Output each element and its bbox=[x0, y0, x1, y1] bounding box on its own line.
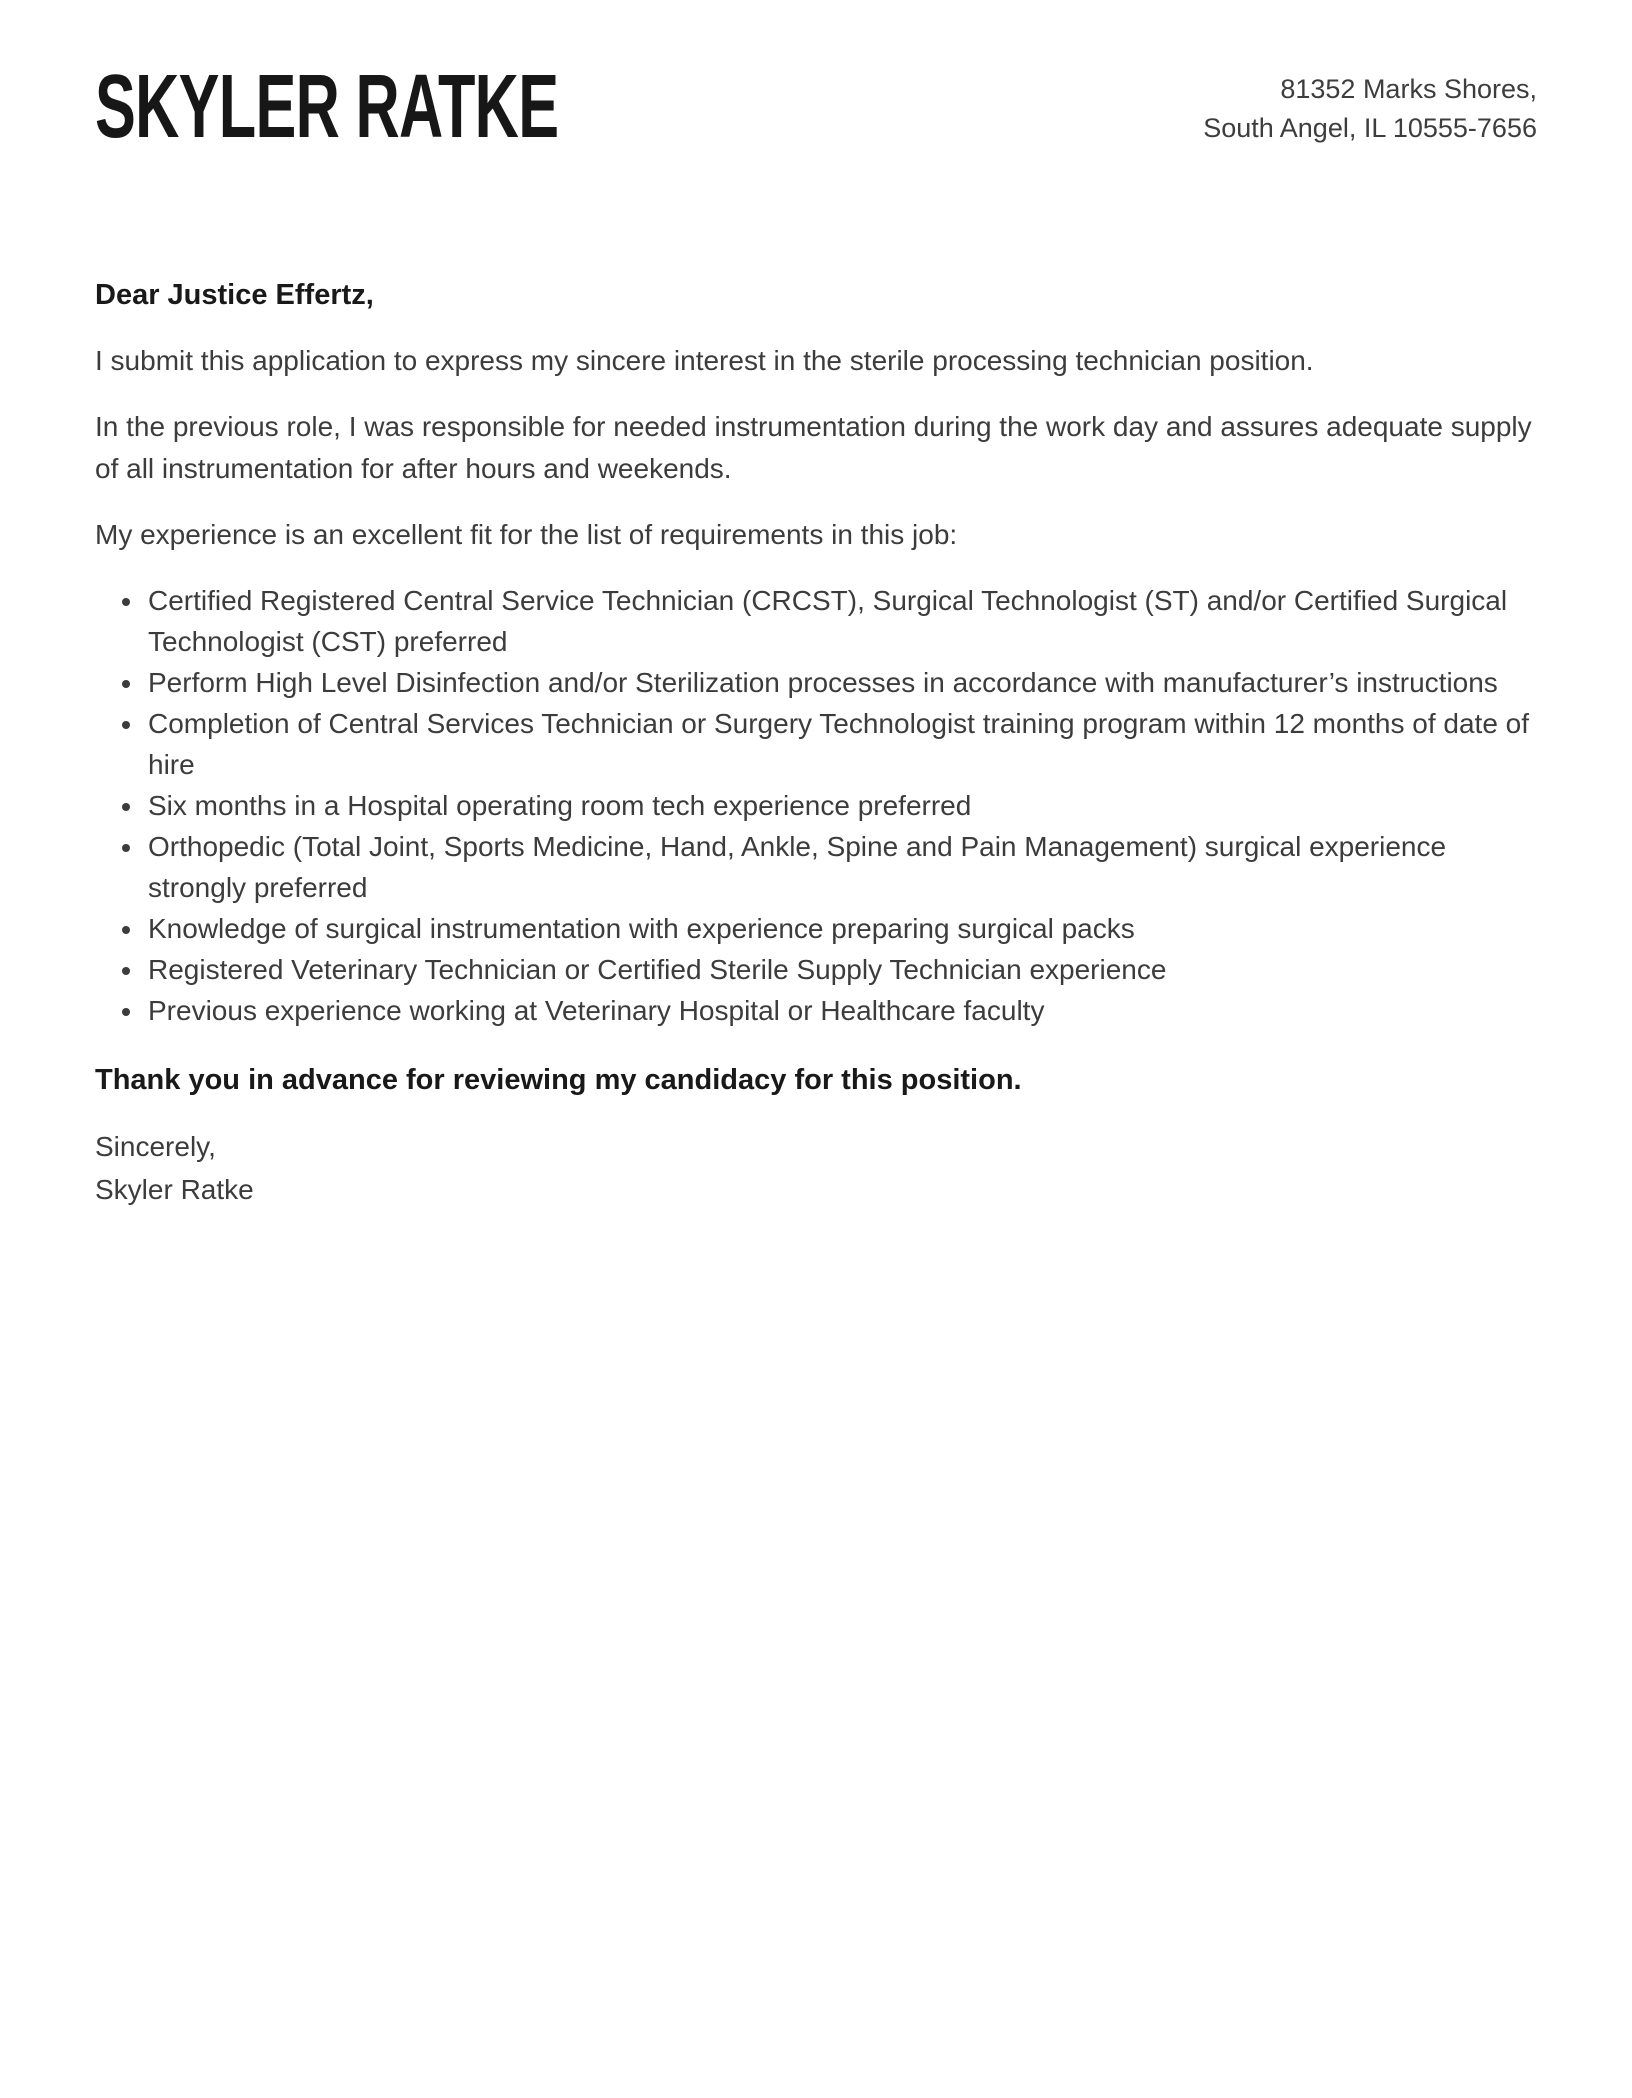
requirements-lead-in: My experience is an excellent fit for the list of requirements in this job: bbox=[95, 519, 958, 550]
requirements-list bbox=[95, 580, 1537, 1031]
signoff-block bbox=[95, 1125, 1537, 1211]
requirement-item: • Six months in a Hospital operating room tech experience preferred bbox=[145, 785, 1537, 826]
requirement-item: • Previous experience working at Veterinary Hospital or Healthcare faculty bbox=[145, 990, 1537, 1031]
letter-body bbox=[95, 274, 1537, 1211]
requirement-item: • Perform High Level Disinfection and/or Sterilization processes in accordance with manufacturer’s instructions bbox=[145, 662, 1537, 703]
intro-paragraph: I submit this application to express my sincere interest in the sterile processing technician position. bbox=[95, 345, 1314, 376]
requirement-item: • Knowledge of surgical instrumentation with experience preparing surgical packs bbox=[145, 908, 1537, 949]
experience-paragraph: In the previous role, I was responsible for needed instrumentation during the work day and assures adequate supply of all instrumentation for after hours and weekends. bbox=[95, 411, 1532, 484]
greeting: Dear Justice Effertz, bbox=[95, 279, 374, 311]
address-line-2: South Angel, IL 10555-7656 bbox=[1203, 113, 1537, 143]
applicant-name: SKYLER RATKE bbox=[95, 57, 559, 157]
requirement-item: • Completion of Central Services Technician or Surgery Technologist training program within 12 months of date of hire bbox=[145, 703, 1537, 785]
address-line-1: 81352 Marks Shores, bbox=[1280, 74, 1537, 104]
signoff: Sincerely, bbox=[95, 1131, 216, 1162]
closing-statement: Thank you in advance for reviewing my candidacy for this position. bbox=[95, 1064, 1022, 1096]
letter-header bbox=[95, 57, 1537, 157]
requirement-item: • Orthopedic (Total Joint, Sports Medicine, Hand, Ankle, Spine and Pain Management) surgical experience strongly preferred bbox=[145, 826, 1537, 908]
applicant-address bbox=[1203, 70, 1537, 148]
requirement-item: • Registered Veterinary Technician or Certified Sterile Supply Technician experience bbox=[145, 949, 1537, 990]
requirement-item: • Certified Registered Central Service Technician (CRCST), Surgical Technologist (ST) and/or Certified Surgical Technologist (CST) preferred bbox=[145, 580, 1537, 662]
signature-name: Skyler Ratke bbox=[95, 1174, 254, 1205]
